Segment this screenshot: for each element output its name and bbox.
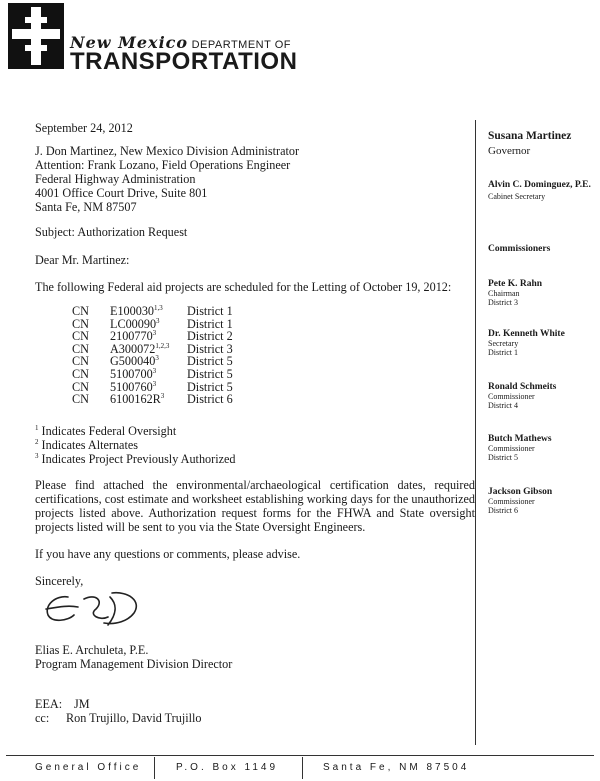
project-district: District 5 <box>187 379 233 394</box>
project-number: 6100162R <box>110 392 161 407</box>
footnote-number: 1 <box>35 424 39 432</box>
commissioner-district: District 6 <box>488 506 518 515</box>
cc-label: cc: <box>35 711 50 725</box>
commissioners-heading: Commissioners <box>488 244 551 254</box>
commissioner-role: Commissioner <box>488 497 535 506</box>
project-footnote-ref: 1,2,3 <box>155 341 170 350</box>
secretary-name: Alvin C. Dominguez, P.E. <box>488 180 591 190</box>
recipient-line: 4001 Office Court Drive, Suite 801 <box>35 186 208 200</box>
project-type: CN <box>72 341 89 356</box>
commissioner-name: Butch Mathews <box>488 434 552 444</box>
commissioner-district: District 5 <box>488 453 518 462</box>
footnote <box>35 438 138 452</box>
project-number: 5100760 <box>110 379 153 394</box>
table-row <box>72 393 233 406</box>
eea-value: JM <box>74 697 90 711</box>
commissioner-name: Pete K. Rahn <box>488 279 543 289</box>
project-footnote-ref: 3 <box>152 329 157 338</box>
project-number-cell <box>110 393 187 406</box>
body-paragraph: Please find attached the environmental/archaeological certification dates, required certifications, cost estimate and worksheet establishing working days for the unauthorized projects listed above. Authorization request forms for the FHWA and State oversight projects listed will be sent to you via the State Oversight Engineers. <box>35 478 475 534</box>
project-type: CN <box>72 329 89 344</box>
commissioner-name: Ronald Schmeits <box>488 382 557 392</box>
project-type: CN <box>72 379 89 394</box>
commissioner-district: District 4 <box>488 401 518 410</box>
logo-main-text: TRANSPORTATION <box>70 48 298 75</box>
commissioner-block <box>488 279 542 307</box>
project-district: District 5 <box>187 366 233 381</box>
commissioner-block <box>488 329 565 357</box>
commissioner-role: Commissioner <box>488 444 535 453</box>
commissioner-district: District 1 <box>488 348 518 357</box>
project-type: CN <box>72 316 89 331</box>
letter-date: September 24, 2012 <box>35 121 133 135</box>
governor-name: Susana Martinez <box>488 130 572 142</box>
project-number: 2100770 <box>110 329 153 344</box>
projects-table <box>72 305 233 406</box>
project-footnote-ref: 3 <box>152 366 157 375</box>
project-district: District 3 <box>187 341 233 356</box>
footer-po-box: P.O. Box 1149 <box>176 762 279 773</box>
sidebar-divider <box>475 120 476 745</box>
subject-line: Subject: Authorization Request <box>35 225 188 239</box>
footer-city: Santa Fe, NM 87504 <box>323 762 470 773</box>
commissioner-name: Jackson Gibson <box>488 487 553 497</box>
governor-title: Governor <box>488 145 531 157</box>
logo-script-text: New Mexico <box>70 33 189 52</box>
commissioner-block <box>488 487 552 515</box>
project-type: CN <box>72 366 89 381</box>
intro-line: The following Federal aid projects are scheduled for the Letting of October 19, 2012: <box>35 280 452 294</box>
signer-title: Program Management Division Director <box>35 657 233 671</box>
closing: Sincerely, <box>35 574 84 588</box>
recipient-line: Federal Highway Administration <box>35 172 196 186</box>
commissioner-block <box>488 434 552 462</box>
footer-separator <box>154 757 155 779</box>
recipient-line: J. Don Martinez, New Mexico Division Administrator <box>35 144 300 158</box>
footnote-text: Indicates Project Previously Authorized <box>41 452 236 466</box>
project-type: CN <box>72 304 89 318</box>
secretary-title: Cabinet Secretary <box>488 192 546 201</box>
project-footnote-ref: 3 <box>160 392 165 401</box>
project-type: CN <box>72 392 89 407</box>
footer-divider <box>6 755 594 756</box>
footnote-text: Indicates Alternates <box>41 438 138 452</box>
recipient-line: Attention: Frank Lozano, Field Operations Engineer <box>35 158 291 172</box>
project-footnote-ref: 1,3 <box>154 304 163 312</box>
commissioner-role: Commissioner <box>488 392 535 401</box>
salutation: Dear Mr. Martinez: <box>35 253 130 267</box>
footnote-number: 2 <box>35 438 39 446</box>
closing-question: If you have any questions or comments, please advise. <box>35 547 301 561</box>
project-type: CN <box>72 354 89 369</box>
project-number: G500040 <box>110 354 156 369</box>
commissioner-role: Chairman <box>488 289 520 298</box>
signer-name: Elias E. Archuleta, P.E. <box>35 643 149 657</box>
footer-office: General Office <box>35 762 142 773</box>
project-number: E100030 <box>110 304 155 318</box>
project-footnote-ref: 3 <box>155 354 159 363</box>
project-number: LC00090 <box>110 316 157 331</box>
commissioner-block <box>488 382 556 410</box>
recipient-line: Santa Fe, NM 87507 <box>35 200 137 214</box>
nmdot-logo-icon <box>8 3 64 69</box>
project-district: District 2 <box>187 329 233 344</box>
footnote-number: 3 <box>35 452 39 460</box>
signature-icon <box>38 585 158 635</box>
footnote <box>35 424 176 438</box>
eea-label: EEA: <box>35 697 63 711</box>
commissioner-role: Secretary <box>488 339 519 348</box>
project-footnote-ref: 3 <box>156 316 160 325</box>
commissioner-district: District 3 <box>488 298 518 307</box>
logo-dept-text: DEPARTMENT OF <box>191 39 291 51</box>
footnote-text: Indicates Federal Oversight <box>41 424 177 438</box>
footer-separator <box>302 757 303 779</box>
project-number: A300072 <box>110 341 156 356</box>
project-district: District 1 <box>187 304 233 318</box>
project-district: District 5 <box>187 354 233 369</box>
project-district: District 6 <box>187 392 233 407</box>
project-district: District 1 <box>187 316 233 331</box>
project-number: 5100700 <box>110 366 153 381</box>
commissioner-name: Dr. Kenneth White <box>488 329 565 339</box>
cc-value: Ron Trujillo, David Trujillo <box>66 711 202 725</box>
footnote <box>35 452 236 466</box>
project-footnote-ref: 3 <box>152 379 157 388</box>
